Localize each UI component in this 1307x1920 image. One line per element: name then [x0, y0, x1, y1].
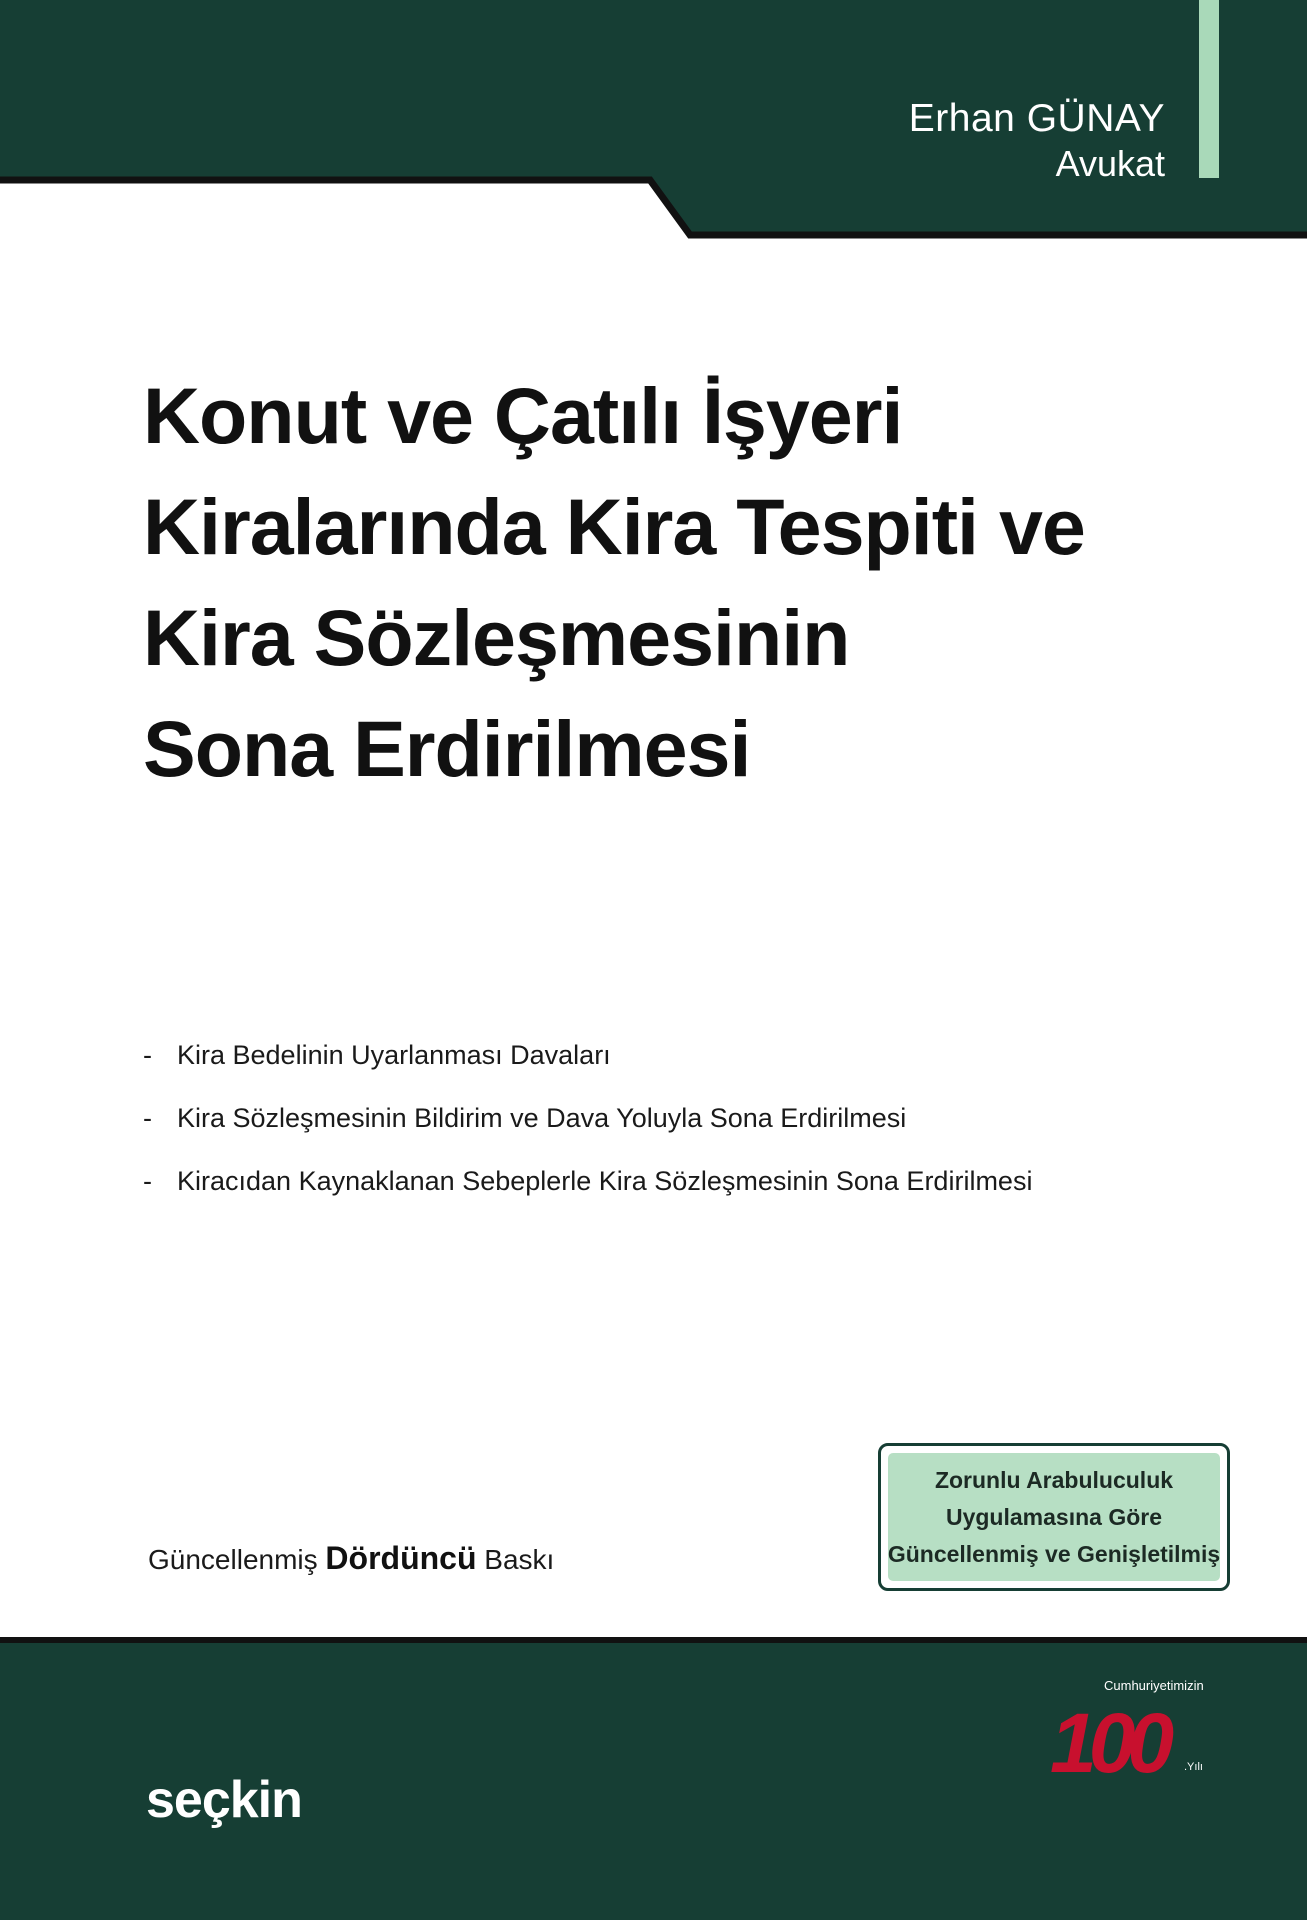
centennial-top-text: Cumhuriyetimizin [1104, 1678, 1204, 1693]
book-title [143, 360, 1193, 804]
centennial-number: 100 [1050, 1696, 1167, 1790]
title-line: Konut ve Çatılı İşyeri [143, 371, 903, 460]
edition-label [148, 1540, 554, 1577]
edition-prefix: Güncellenmiş [148, 1544, 318, 1575]
topic-dash: - [143, 1040, 152, 1070]
edition-suffix: Baskı [484, 1544, 555, 1575]
topic-item [143, 1166, 1243, 1229]
publisher-logo: seçkin [146, 1771, 302, 1829]
badge-line: Uygulamasına Göre [945, 1503, 1163, 1530]
accent-bar [1199, 0, 1219, 178]
update-badge [878, 1443, 1230, 1591]
author-name: Erhan GÜNAY [908, 97, 1165, 140]
edition-number: Dördüncü [325, 1540, 477, 1576]
author-block [909, 96, 1165, 186]
title-line: Kira Sözleşmesinin [143, 593, 850, 682]
topic-dash: - [143, 1166, 152, 1196]
badge-line: Güncellenmiş ve Genişletilmiş [887, 1540, 1221, 1567]
badge-inner [888, 1453, 1220, 1581]
topic-list [143, 1040, 1243, 1229]
badge-line: Zorunlu Arabuluculuk [934, 1466, 1174, 1493]
author-role: Avukat [1055, 143, 1165, 184]
title-line: Sona Erdirilmesi [143, 704, 751, 793]
topic-item [143, 1040, 1243, 1103]
centennial-bottom-text: .Yılı [1184, 1761, 1203, 1773]
topic-item [143, 1103, 1243, 1166]
title-line: Kiralarında Kira Tespiti ve [143, 482, 1085, 571]
centennial-logo-icon [1046, 1676, 1216, 1791]
topic-text: Kiracıdan Kaynaklanan Sebeplerle Kira Sözleşmesinin Sona Erdirilmesi [177, 1166, 1033, 1196]
topic-text: Kira Bedelinin Uyarlanması Davaları [177, 1040, 611, 1070]
topic-dash: - [143, 1103, 152, 1133]
topic-text: Kira Sözleşmesinin Bildirim ve Dava Yoluyla Sona Erdirilmesi [177, 1103, 907, 1133]
